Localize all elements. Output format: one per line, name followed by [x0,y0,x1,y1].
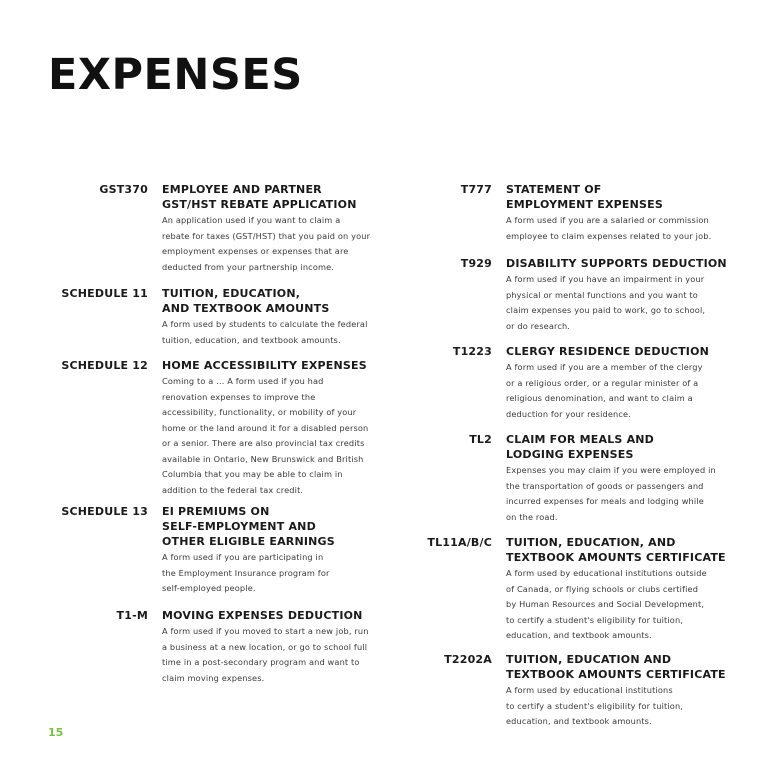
form-title-line: TUITION, EDUCATION AND [506,653,672,666]
form-description [506,683,745,730]
form-description-line: renovation expenses to improve the [162,391,316,402]
form-body [162,358,390,498]
form-description-line: A form used by educational institutions outside [506,568,707,578]
form-description-line: employee to claim expenses related to your job. [506,230,712,241]
form-title-line: LODGING EXPENSES [506,448,634,461]
form-title [162,504,390,549]
form-title-line: CLERGY RESIDENCE DEDUCTION [506,345,710,358]
form-title [162,358,390,373]
form-description-line: claim moving expenses. [162,672,265,683]
form-entry [415,432,745,525]
form-entry [60,286,390,348]
form-description-line: claim expenses you paid to work, go to school, [506,305,706,315]
form-description [162,374,390,498]
form-body [162,608,390,686]
form-code: GST370 [99,183,148,196]
form-description [162,317,390,348]
form-entry [60,182,390,275]
form-description [506,566,745,644]
form-description-line: education, and textbook amounts. [506,630,652,640]
form-title-line: MOVING EXPENSES DEDUCTION [162,609,363,622]
form-description-line: deduction for your residence. [506,408,631,419]
form-code: SCHEDULE 11 [61,287,148,300]
form-title-line: AND TEXTBOOK AMOUNTS [162,302,330,315]
form-code: SCHEDULE 12 [61,359,148,372]
form-title [162,608,390,623]
form-entry [60,608,390,686]
form-entry [415,535,745,644]
form-description-line: Coming to a ... A form used if you had [162,376,324,386]
form-description-line: A form used if you are a member of the clergy [506,362,703,372]
form-description-line: physical or mental functions and you want to [506,289,698,300]
form-description [162,624,390,686]
form-code: SCHEDULE 13 [61,505,148,518]
form-description [162,550,390,597]
form-title [506,432,745,462]
form-body [506,432,745,525]
form-description-line: tuition, education, and textbook amounts. [162,334,341,345]
form-title-line: EI PREMIUMS ON [162,505,270,518]
form-title-line: EMPLOYEE AND PARTNER [162,183,322,196]
form-description-line: Expenses you may claim if you were employed in [506,465,716,475]
form-title-line: EMPLOYMENT EXPENSES [506,198,663,211]
form-title [506,652,745,682]
form-code: T929 [460,257,492,270]
form-description-line: on the road. [506,511,558,522]
form-body [506,344,745,422]
form-code: TL2 [469,433,492,446]
form-description-line: incurred expenses for meals and lodging while [506,496,704,506]
form-title-line: HOME ACCESSIBILITY EXPENSES [162,359,367,372]
form-code: T2202A [444,653,492,666]
form-entry [60,358,390,498]
form-description [506,272,745,334]
form-description-line: self-employed people. [162,583,256,593]
form-description-line: the Employment Insurance program for [162,567,330,578]
form-description-line: religious denomination, and want to claim a [506,393,693,403]
form-description-line: accessibility, functionality, or mobility of your [162,407,357,417]
form-title-line: TEXTBOOK AMOUNTS CERTIFICATE [506,668,726,681]
form-code: T1223 [452,345,492,358]
form-body [506,535,745,644]
form-description-line: or do research. [506,320,571,331]
form-body [506,256,745,334]
form-title-line: SELF-EMPLOYMENT AND [162,520,316,533]
form-title-line: DISABILITY SUPPORTS DEDUCTION [506,257,727,270]
form-description-line: Columbia that you may be able to claim in [162,469,343,479]
form-description-line: available in Ontario, New Brunswick and British [162,453,364,464]
form-code: TL11A/B/C [427,536,492,549]
form-description-line: A form used by students to calculate the federal [162,319,368,329]
form-description-line: education, and textbook amounts. [506,716,652,726]
form-body [162,182,390,275]
form-description-line: A form used if you are participating in [162,552,324,562]
form-description-line: to certify a student's eligibility for tuition, [506,614,684,625]
form-description-line: A form used if you moved to start a new job, run [162,626,369,636]
form-title [162,286,390,316]
form-description [506,360,745,422]
form-description-line: time in a post-secondary program and want to [162,657,360,667]
form-description-line: employment expenses or expenses that are [162,246,349,256]
form-title-line: GST/HST REBATE APPLICATION [162,198,357,211]
form-description-line: the transportation of goods or passengers and [506,480,704,491]
form-title-line: TUITION, EDUCATION, AND [506,536,676,549]
form-description-line: by Human Resources and Social Development, [506,599,705,609]
form-code: T1-M [116,609,148,622]
form-description-line: or a religious order, or a regular minister of a [506,377,699,388]
form-description [162,213,390,275]
form-body [506,182,745,244]
form-description-line: rebate for taxes (GST/HST) that you paid on your [162,230,371,241]
form-description-line: addition to the federal tax credit. [162,484,304,495]
form-entry [415,344,745,422]
form-title [506,256,745,271]
form-description-line: or a senior. There are also provincial tax credits [162,438,365,448]
page-number: 15 [48,726,64,739]
form-entry [415,182,745,244]
form-description-line: A form used if you are a salaried or commission [506,215,709,225]
form-title [506,535,745,565]
form-description-line: of Canada, or flying schools or clubs certified [506,583,699,594]
form-title-line: TUITION, EDUCATION, [162,287,301,300]
form-description-line: a business at a new location, or go to school full [162,641,368,652]
form-title-line: OTHER ELIGIBLE EARNINGS [162,535,335,548]
form-description-line: home or the land around it for a disabled person [162,422,369,433]
form-title-line: STATEMENT OF [506,183,602,196]
form-description-line: deducted from your partnership income. [162,261,335,272]
form-entry [415,652,745,730]
form-description-line: A form used by educational institutions [506,685,673,695]
form-body [506,652,745,730]
form-title-line: TEXTBOOK AMOUNTS CERTIFICATE [506,551,726,564]
page-title: EXPENSES [48,50,303,100]
form-title [162,182,390,212]
form-description [506,463,745,525]
form-description-line: A form used if you have an impairment in your [506,274,705,284]
form-title [506,344,745,359]
form-entry [415,256,745,334]
form-description-line: to certify a student's eligibility for tuition, [506,700,684,711]
form-entry [60,504,390,597]
form-body [162,504,390,597]
form-description [506,213,745,244]
form-title-line: CLAIM FOR MEALS AND [506,433,655,446]
form-title [506,182,745,212]
form-description-line: An application used if you want to claim a [162,215,341,225]
form-code: T777 [460,183,492,196]
form-body [162,286,390,348]
